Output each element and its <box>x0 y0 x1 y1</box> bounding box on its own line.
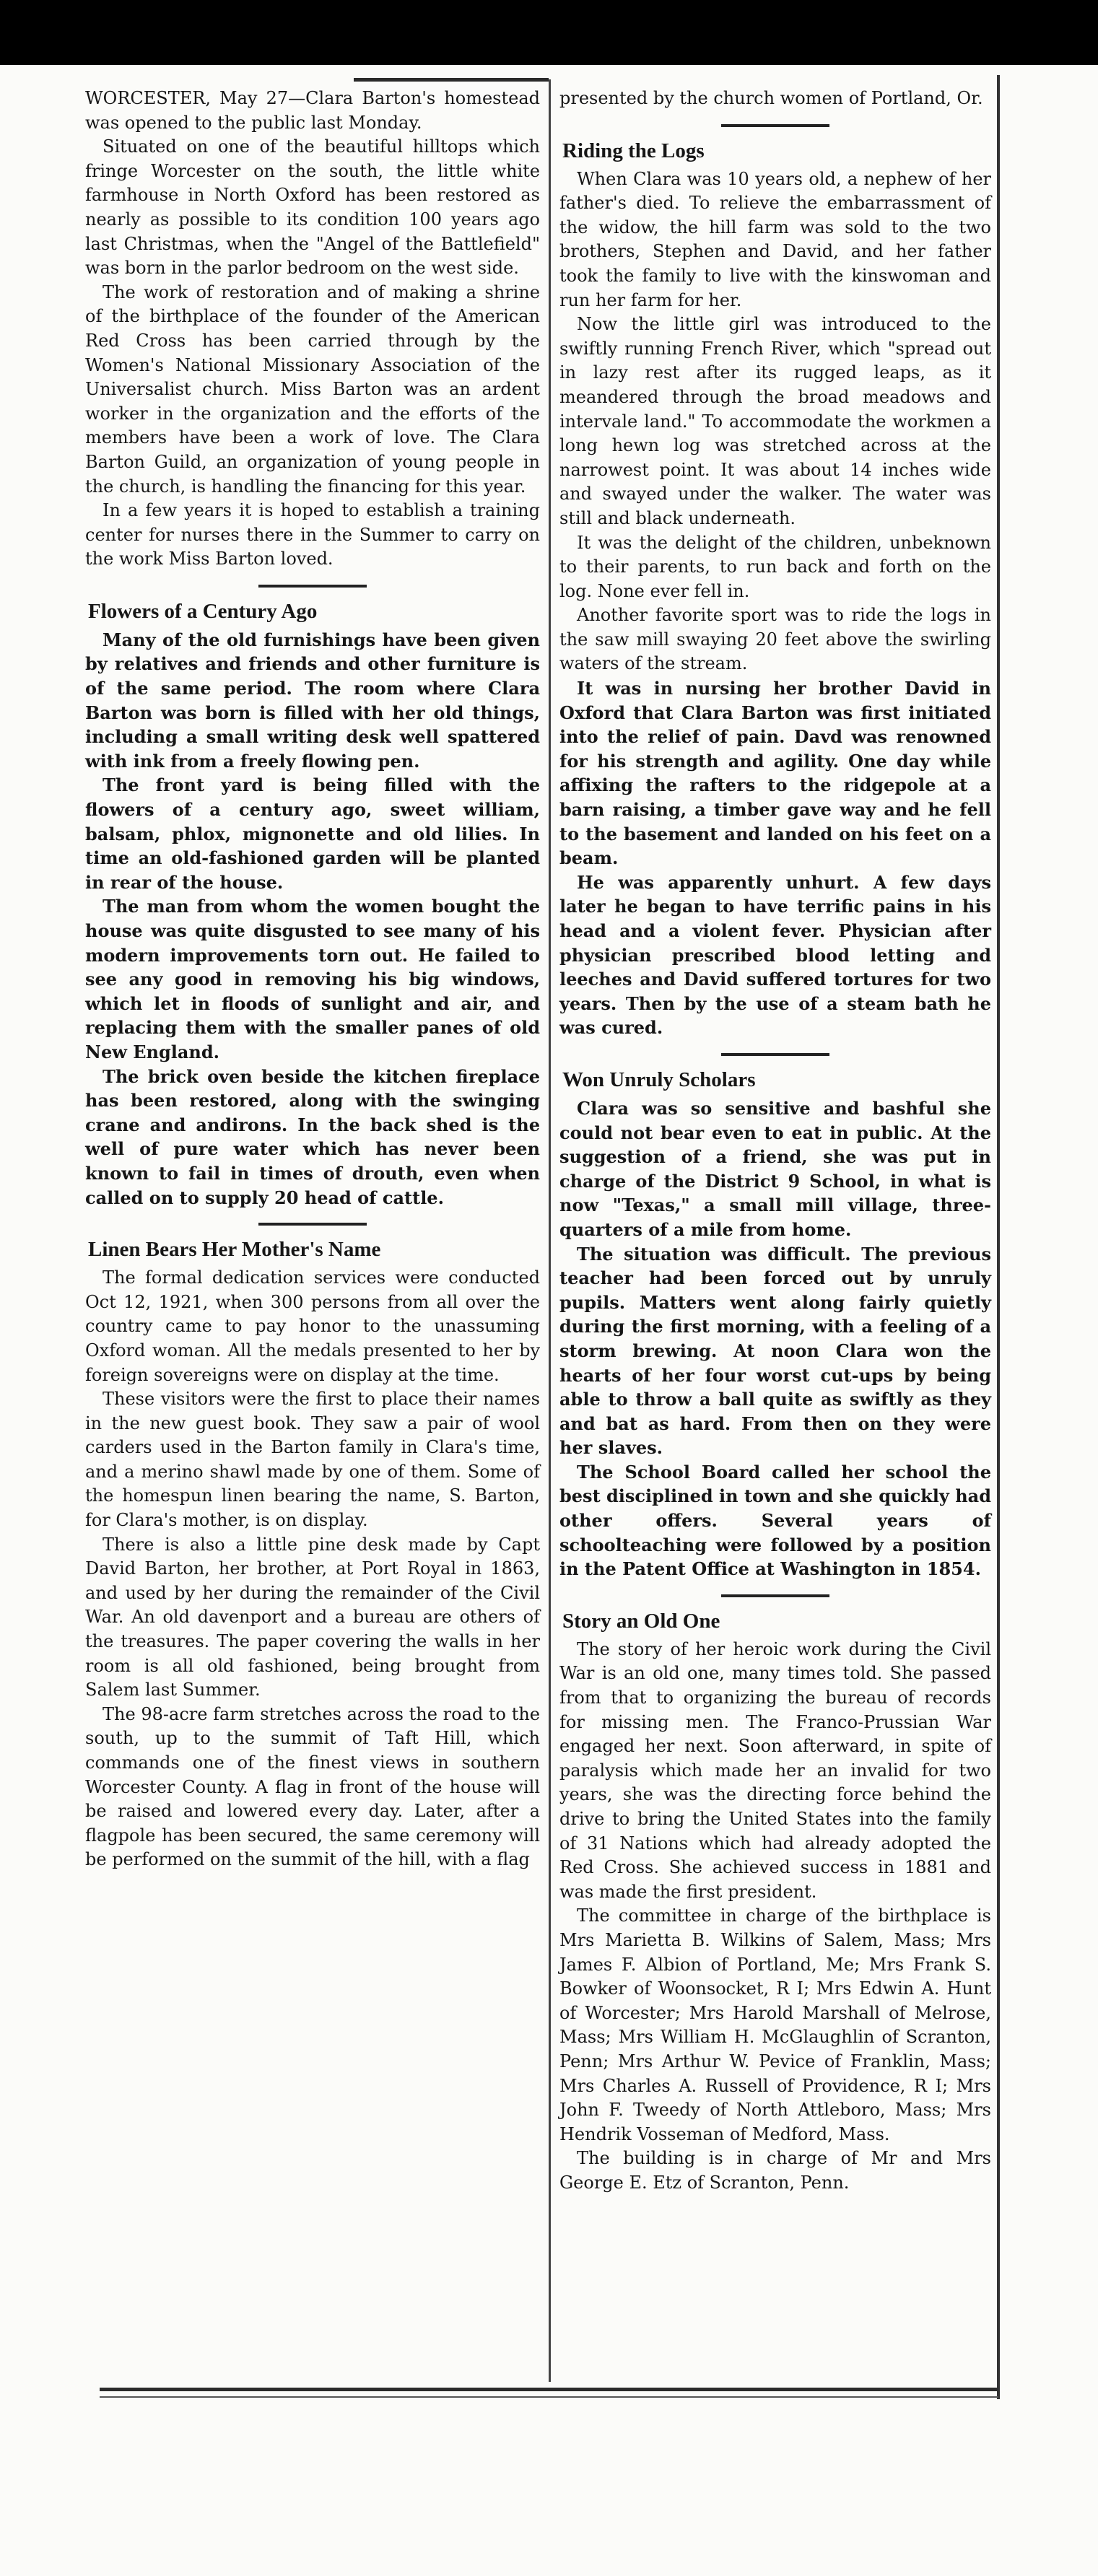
scan-top-border <box>0 0 1098 65</box>
article-paragraph: The building is in charge of Mr and Mrs George E. Etz of Scranton, Penn. <box>559 2148 991 2193</box>
article-paragraph: It was in nursing her brother David in Oxford that Clara Barton was first initiated into the relief of pain. Davd was renowned for his strength and agility. One day while affixing the rafters to the ridgepole at a barn raising, a timber gave way and he fell to the basement and landed on his feet on a beam. <box>559 678 991 869</box>
dateline-paragraph: WORCESTER, May 27—Clara Barton's homestead was opened to the public last Monday. <box>85 88 540 133</box>
section-heading: Won Unruly Scholars <box>562 1067 756 1091</box>
article-paragraph: When Clara was 10 years old, a nephew of her father's died. To relieve the embarrassment of the widow, the hill farm was sold to the two brothers, Stephen and David, and her father took the family to live with the kinswoman and run her farm for her. <box>559 168 991 310</box>
article-paragraph: He was apparently unhurt. A few days later he began to have terrific pains in his head and a violent fever. Physician after physician prescribed blood letting and leeches and David suffered tortures for two years. Then by the use of a steam bath he was cured. <box>559 871 991 1039</box>
section-separator-rule <box>258 585 367 588</box>
article-paragraph: The situation was difficult. The previous teacher had been forced out by unruly pupils. Matters went along fairly quietly during the first morning, with a feeling of a storm brewing. At noon Clara won the hearts of her four worst cut-ups by being able to throw a ball quite as swiftly as they and bat as hard. From then on they were her slaves. <box>559 1243 991 1459</box>
article-paragraph: Clara was so sensitive and bashful she could not bear even to eat in public. At the suggestion of a friend, she was put in charge of the District 9 School, in what is now "Texas," a small mill village, three-quarters of a mile from home. <box>559 1097 991 1240</box>
dateline-paragraph: presented by the church women of Portland, Or. <box>559 88 983 108</box>
section-separator-rule <box>721 1053 829 1056</box>
top-rule <box>354 78 549 82</box>
article-paragraph: The front yard is being filled with the flowers of a century ago, sweet william, balsam, phlox, mignonette and old lilies. In time an old-fashioned garden will be planted in rear of the house. <box>85 774 540 893</box>
article-paragraph: These visitors were the first to place their names in the new guest book. They saw a pair of wool carders used in the Barton family in Clara's time, and a merino shawl made by one of them. Some of the homespun linen bearing the name, S. Barton, for Clara's mother, is on display. <box>85 1389 540 1531</box>
article-paragraph: The committee in charge of the birthplace is Mrs Marietta B. Wilkins of Salem, Mass; Mrs James F. Albion of Portland, Me; Mrs Frank S. Bowker of Woonsocket, R I; Mrs Edwin A. Hunt of Worcester; Mrs Harold Marshall of Melrose, Mass; Mrs William H. McGlaughlin of Scranton, Penn; Mrs Arthur W. Pevice of Franklin, Mass; Mrs Charles A. Russell of Providence, R I; Mrs John F. Tweedy of North Attleboro, Mass; Mrs Hendrik Vosseman of Medford, Mass. <box>559 1905 991 2144</box>
bottom-rule <box>100 2388 998 2391</box>
section-separator-rule <box>721 124 829 127</box>
section-separator-rule <box>721 1594 829 1597</box>
section-heading: Linen Bears Her Mother's Name <box>88 1238 381 1262</box>
bottom-rule-thin <box>100 2396 998 2398</box>
article-paragraph: Situated on one of the beautiful hilltops which fringe Worcester on the south, the little white farmhouse in North Oxford has been restored as nearly as possible to its condition 100 years ago last Christmas, when the "Angel of the Battlefield" was born in the parlor bedroom on the west side. <box>85 136 540 279</box>
article-paragraph: The man from whom the women bought the house was quite disgusted to see many of his modern improvements torn out. He failed to see any good in removing his big windows, which let in floods of sunlight and air, and replacing them with the smaller panes of old New England. <box>85 896 540 1062</box>
article-paragraph: Many of the old furnishings have been given by relatives and friends and other furniture is of the same period. The room where Clara Barton was born is filled with her old things, including a small writing desk well spattered with ink from a freely flowing pen. <box>85 629 540 772</box>
section-heading: Flowers of a Century Ago <box>88 599 318 623</box>
article-paragraph: Another favorite sport was to ride the logs in the saw mill swaying 20 feet above the swirling waters of the stream. <box>559 605 991 674</box>
section-heading: Riding the Logs <box>562 139 705 162</box>
section-heading: Story an Old One <box>562 1609 720 1633</box>
article-paragraph: Now the little girl was introduced to the swiftly running French River, which "spread out in lazy rest after its rugged leaps, as it meandered through the broad meadows and intervale land." To accommodate the workmen a long hewn log was stretched across at the narrowest point. It was about 14 inches wide and swayed under the walker. The water was still and black underneath. <box>559 314 991 528</box>
article-column-left <box>85 87 540 1872</box>
article-paragraph: The story of her heroic work during the Civil War is an old one, many times told. She passed from that to organizing the bureau of records for missing men. The Franco-Prussian War engaged her next. Soon afterward, in spite of paralysis which made her an invalid for two years, she was the directing force behind the drive to bring the United States into the family of 31 Nations which had already adopted the Red Cross. She achieved success in 1881 and was made the first president. <box>559 1638 991 1902</box>
article-column-right <box>559 87 991 2196</box>
right-border-rule <box>997 75 1000 2399</box>
article-paragraph: The School Board called her school the best disciplined in town and she quickly had other offers. Several years of schoolteaching were followed by a position in the Patent Office at Washington in 1854. <box>559 1461 992 1580</box>
article-paragraph: It was the delight of the children, unbeknown to their parents, to run back and forth on the log. None ever fell in. <box>559 532 991 601</box>
article-paragraph: The brick oven beside the kitchen fireplace has been restored, along with the swinging crane and andirons. In the back shed is the well of pure water which has never been known to fail in times of drouth, even when called on to supply 20 head of cattle. <box>85 1065 540 1208</box>
article-paragraph: The work of restoration and of making a shrine of the birthplace of the founder of the American Red Cross has been carried through by the Women's National Missionary Association of the Universalist church. Miss Barton was an ardent worker in the organization and the efforts of the members have been a work of love. The Clara Barton Guild, an organization of young people in the church, is handling the financing for this year. <box>85 281 540 497</box>
article-paragraph: In a few years it is hoped to establish a training center for nurses there in the Summer to carry on the work Miss Barton loved. <box>85 500 540 569</box>
article-paragraph: The formal dedication services were conducted Oct 12, 1921, when 300 persons from all over the country came to pay honor to the unassuming Oxford woman. All the medals presented to her by foreign sovereigns were on display at the time. <box>85 1267 540 1385</box>
section-separator-rule <box>258 1223 367 1226</box>
column-divider <box>549 79 551 2382</box>
article-paragraph: The 98-acre farm stretches across the road to the south, up to the summit of Taft Hill, which commands one of the finest views in southern Worcester County. A flag in front of the house will be raised and lowered every day. Later, after a flagpole has been secured, the same ceremony will be performed on the summit of the hill, with a flag <box>85 1703 540 1870</box>
article-paragraph: There is also a little pine desk made by Capt David Barton, her brother, at Port Royal in 1863, and used by her during the remainder of the Civil War. An old davenport and a bureau are others of the treasures. The paper covering the walls in her room is all old fashioned, being brought from Salem last Summer. <box>85 1534 540 1700</box>
